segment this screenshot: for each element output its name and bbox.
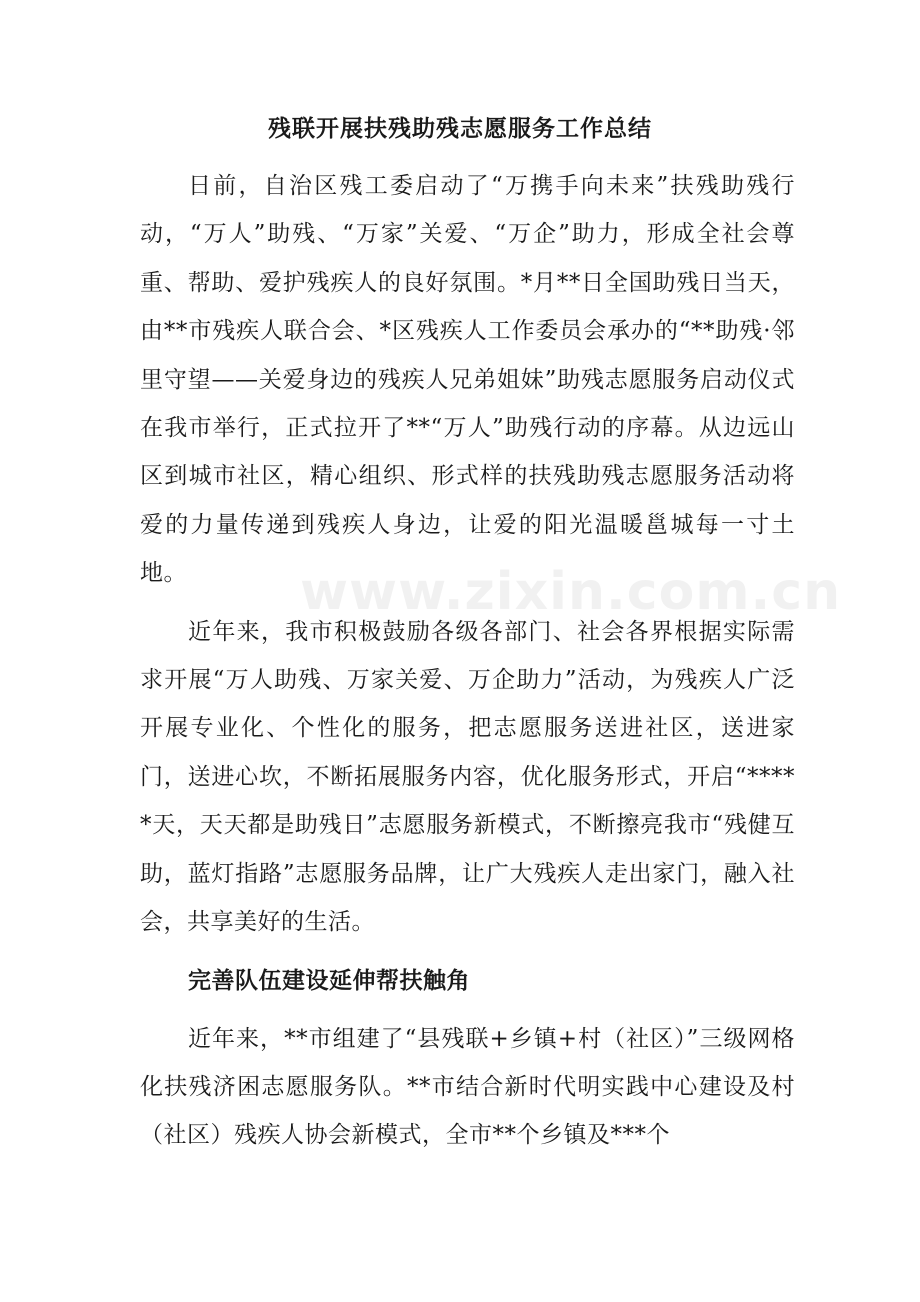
paragraph-2: 近年来，我市积极鼓励各级各部门、社会各界根据实际需求开展“万人助残、万家关爱、万企助力”活动，为残疾人广泛开展专业化、个性化的服务，把志愿服务送进社区，送进家门，送进心坎，不断拓展服务内容，优化服务形式，开启“*****天，天天都是助残日”志愿服务新模式，不断擦亮我市“残健互助，蓝灯指路”志愿服务品牌，让广大残疾人走出家门，融入社会，共享美好的生活。 <box>140 618 795 936</box>
paragraph-spacer <box>140 1005 795 1015</box>
watermark: www.zixin.com.cn <box>300 562 842 622</box>
document-body <box>140 162 842 1160</box>
section-heading: 完善队伍建设延伸帮扶触角 <box>188 967 470 994</box>
paragraph-spacer <box>140 947 795 957</box>
paragraph-spacer <box>140 598 795 608</box>
paragraph-1: 日前，自治区残工委启动了“万携手向未来”扶残助残行动，“万人”助残、“万家”关爱、“万企”助力，形成全社会尊重、帮助、爱护残疾人的良好氛围。*月**日全国助残日当天，由**市残疾人联合会、*区残疾人工作委员会承办的“**助残·邻里守望——关爱身边的残疾人兄弟姐妹”助残志愿服务启动仪式在我市举行，正式拉开了**“万人”助残行动的序幕。从边远山区到城市社区，精心组织、形式样的扶残助残志愿服务活动将爱的力量传递到残疾人身边，让爱的阳光温暖邕城每一寸土地。 <box>140 173 795 587</box>
document-title: 残联开展扶残助残志愿服务工作总结 <box>268 116 652 142</box>
section-paragraph: 近年来，**市组建了“县残联+乡镇+村（社区）”三级网格化扶残济困志愿服务队。**市结合新时代明实践中心建设及村（社区）残疾人协会新模式，全市**个乡镇及***个 <box>140 1025 795 1149</box>
